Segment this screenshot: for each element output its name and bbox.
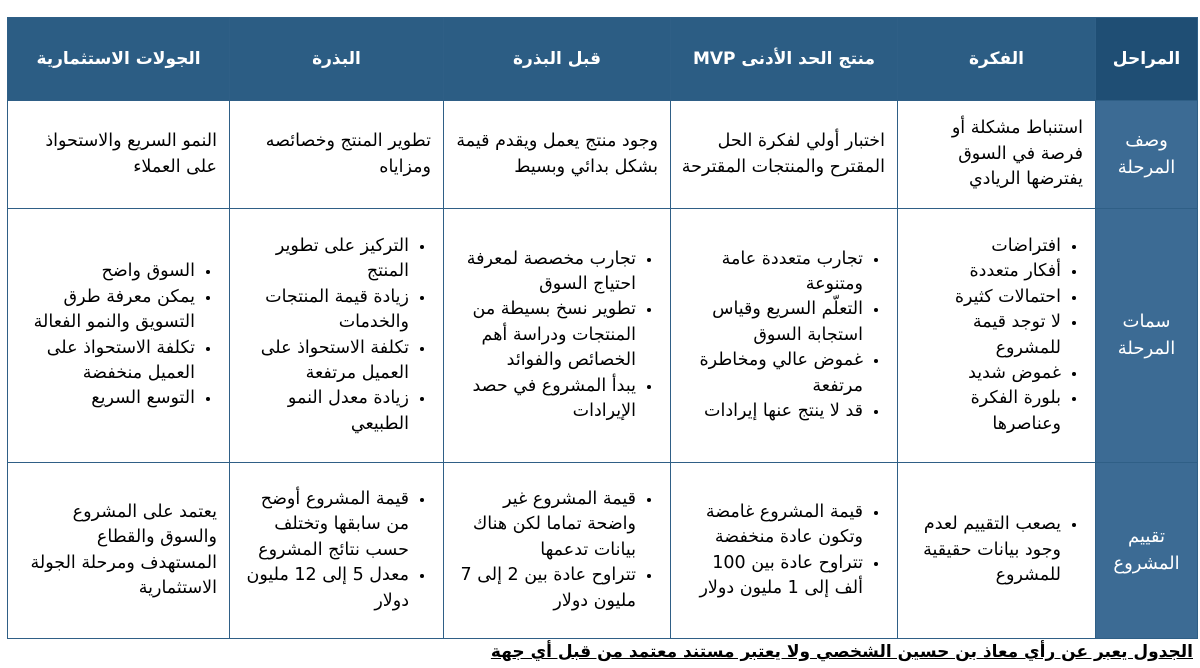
- features-list-seed: [238, 234, 431, 437]
- cell-features-rounds: [8, 209, 230, 463]
- cell-description-idea: استنباط مشكلة أو فرصة في السوق يفترضها الريادي: [898, 101, 1096, 209]
- list-item: • أفكار متعددة: [906, 259, 1061, 284]
- list-item: • غموض عالي ومخاطرة مرتفعة: [679, 348, 863, 399]
- row-label-valuation: تقييم المشروع: [1096, 463, 1198, 639]
- list-item: • غموض شديد: [906, 361, 1061, 386]
- list-item: • التوسع السريع: [16, 386, 195, 411]
- list-item: • تجارب مخصصة لمعرفة احتياج السوق: [452, 247, 636, 298]
- list-item: • يمكن معرفة طرق التسويق والنمو الفعالة: [16, 285, 195, 336]
- list-item: • التركيز على تطوير المنتج: [238, 234, 409, 285]
- header-stage-idea: الفكرة: [898, 18, 1096, 101]
- cell-description-mvp: اختبار أولي لفكرة الحل المقترح والمنتجات المقترحة: [671, 101, 898, 209]
- list-item: • افتراضات: [906, 234, 1061, 259]
- list-item: • تتراوح عادة بين 2 إلى 7 مليون دولار: [452, 563, 636, 614]
- cell-features-mvp: [671, 209, 898, 463]
- cell-valuation-mvp: [671, 463, 898, 639]
- startup-stages-table: [7, 17, 1198, 639]
- list-item: • تجارب متعددة عامة ومتنوعة: [679, 247, 863, 298]
- cell-features-seed: [230, 209, 444, 463]
- features-list-mvp: [679, 247, 885, 425]
- list-item: • تطوير نسخ بسيطة من المنتجات ودراسة أهم الخصائص والفوائد: [452, 297, 636, 373]
- cell-valuation-pre-seed: [444, 463, 671, 639]
- cell-description-seed: تطوير المنتج وخصائصه ومزاياه: [230, 101, 444, 209]
- header-stage-pre-seed: قبل البذرة: [444, 18, 671, 101]
- row-project-valuation: [8, 463, 1198, 639]
- list-item: • قد لا ينتج عنها إيرادات: [679, 399, 863, 424]
- header-stage-investment-rounds: الجولات الاستثمارية: [8, 18, 230, 101]
- header-stages-label: المراحل: [1096, 18, 1198, 101]
- features-list-rounds: [16, 259, 217, 411]
- cell-features-idea: [898, 209, 1096, 463]
- list-item: • معدل 5 إلى 12 مليون دولار: [238, 563, 409, 614]
- list-item: • تكلفة الاستحواذ على العميل منخفضة: [16, 336, 195, 387]
- list-item: • بلورة الفكرة وعناصرها: [906, 386, 1061, 437]
- features-list-pre-seed: [452, 247, 658, 425]
- list-item: • قيمة المشروع أوضح من سابقها وتختلف حسب نتائج المشروع: [238, 487, 409, 563]
- valuation-list-mvp: [679, 500, 885, 602]
- valuation-list-seed: [238, 487, 431, 614]
- header-row: [8, 18, 1198, 101]
- list-item: • التعلّم السريع وقياس استجابة السوق: [679, 297, 863, 348]
- cell-valuation-seed: [230, 463, 444, 639]
- list-item: • لا توجد قيمة للمشروع: [906, 310, 1061, 361]
- list-item: • السوق واضح: [16, 259, 195, 284]
- header-stage-mvp: منتج الحد الأدنى MVP: [671, 18, 898, 101]
- list-item: • يصعب التقييم لعدم وجود بيانات حقيقية للمشروع: [906, 512, 1061, 588]
- cell-valuation-rounds: يعتمد على المشروع والسوق والقطاع المستهدف ومرحلة الجولة الاستثمارية: [8, 463, 230, 639]
- disclaimer-footnote: الجدول يعبر عن رأي معاذ بن حسين الشخصي ولا يعتبر مستند معتمد من قبل أي جهة: [490, 642, 1193, 662]
- header-stage-seed: البذرة: [230, 18, 444, 101]
- cell-description-pre-seed: وجود منتج يعمل ويقدم قيمة بشكل بدائي وبسيط: [444, 101, 671, 209]
- list-item: • احتمالات كثيرة: [906, 285, 1061, 310]
- valuation-list-idea: [906, 512, 1083, 588]
- row-label-features: سمات المرحلة: [1096, 209, 1198, 463]
- row-stage-description: [8, 101, 1198, 209]
- list-item: • يبدأ المشروع في حصد الإيرادات: [452, 374, 636, 425]
- list-item: • قيمة المشروع غامضة وتكون عادة منخفضة: [679, 500, 863, 551]
- features-list-idea: [906, 234, 1083, 437]
- cell-description-rounds: النمو السريع والاستحواذ على العملاء: [8, 101, 230, 209]
- row-stage-features: [8, 209, 1198, 463]
- list-item: • زيادة معدل النمو الطبيعي: [238, 386, 409, 437]
- cell-features-pre-seed: [444, 209, 671, 463]
- list-item: • تكلفة الاستحواذ على العميل مرتفعة: [238, 336, 409, 387]
- valuation-list-pre-seed: [452, 487, 658, 614]
- list-item: • زيادة قيمة المنتجات والخدمات: [238, 285, 409, 336]
- list-item: • قيمة المشروع غير واضحة تماما لكن هناك بيانات تدعمها: [452, 487, 636, 563]
- cell-valuation-idea: [898, 463, 1096, 639]
- row-label-description: وصف المرحلة: [1096, 101, 1198, 209]
- list-item: • تتراوح عادة بين 100 ألف إلى 1 مليون دولار: [679, 551, 863, 602]
